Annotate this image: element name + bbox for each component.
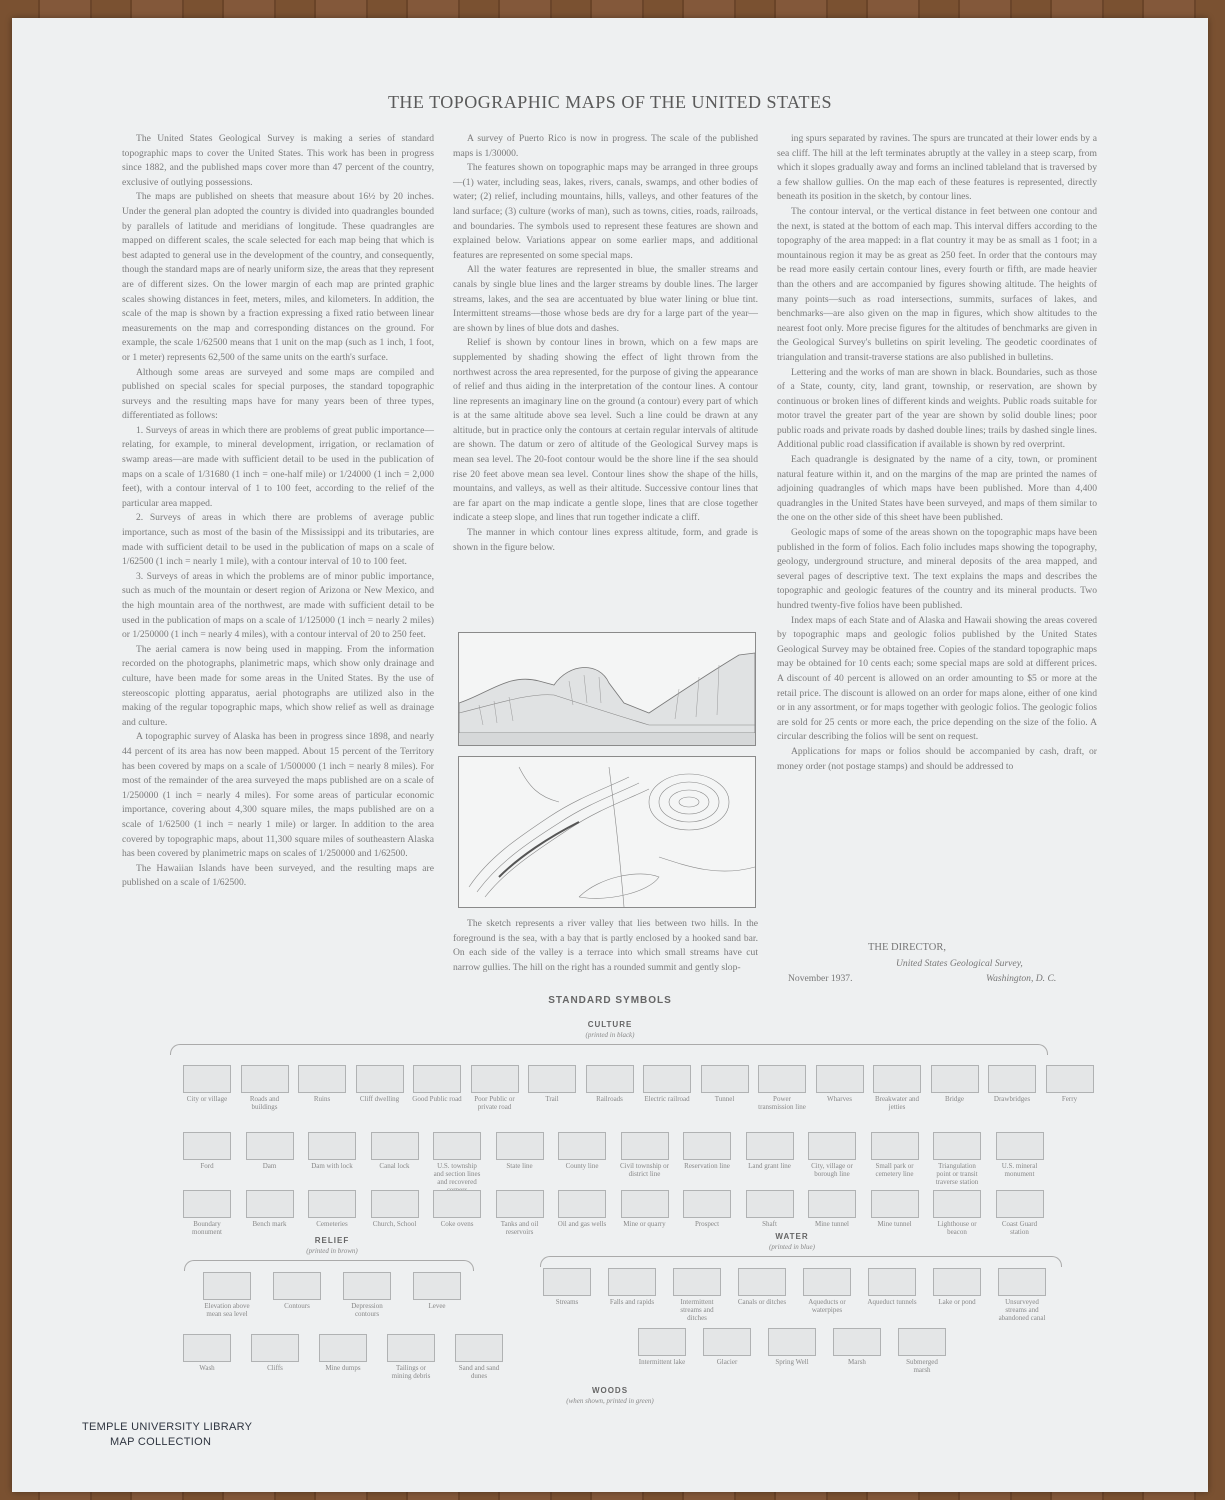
- document-sheet: [12, 18, 1208, 1492]
- symbol-label: Glacier: [716, 1358, 738, 1366]
- paragraph: The aerial camera is now being used in mapping. From the information recorded on the photographs, planimetric maps, which show only drainage and culture, have been made for some areas in the United States. By the use of stereoscopic plotting apparatus, aerial photographs are utilized also in the making of the regular topographic maps, which show relief as well as drainage and culture.: [122, 643, 434, 728]
- symbol-swatch: [528, 1065, 576, 1093]
- map-symbol: [832, 1328, 882, 1366]
- map-symbol: [250, 1334, 300, 1372]
- paragraph: The Hawaiian Islands have been surveyed, and the resulting maps are published on a scale of 1/62500.: [122, 862, 434, 889]
- text-column-2-continued: [453, 917, 758, 975]
- symbol-label: Submerged marsh: [906, 1358, 938, 1374]
- relief-heading: RELIEF: [314, 1236, 350, 1245]
- symbol-label: Mine dumps: [325, 1364, 361, 1372]
- symbol-swatch: [298, 1065, 346, 1093]
- symbol-swatch: [996, 1132, 1044, 1160]
- symbol-swatch: [683, 1190, 731, 1218]
- paragraph: All the water features are represented in blue, the smaller streams and canals by single blue lines and the larger streams by double lines. The larger streams, lakes, and the sea are accentuated by blue water lining or blue tint. Intermittent streams—those whose beds are dry for a large part of the year—are shown by lines of blue dots and dashes.: [453, 264, 758, 334]
- symbol-swatch: [471, 1065, 519, 1093]
- symbol-swatch: [931, 1065, 979, 1093]
- symbol-swatch: [433, 1132, 481, 1160]
- symbol-label: Power transmission line: [758, 1095, 806, 1111]
- symbol-label: Prospect: [694, 1220, 720, 1228]
- symbol-label: City or village: [186, 1095, 228, 1103]
- text-column-2: [453, 132, 758, 555]
- text-column-1: [122, 132, 434, 891]
- symbol-label: Canals or ditches: [737, 1298, 787, 1306]
- symbol-label: Electric railroad: [644, 1095, 690, 1103]
- map-symbol: [182, 1334, 232, 1372]
- map-symbol: [297, 1065, 347, 1103]
- symbol-swatch: [621, 1132, 669, 1160]
- paragraph: The United States Geological Survey is making a series of standard topographic maps to cover the United States. This work has been in progress since 1882, and the published maps cover more than 47 percent of the country, exclusive of outlying possessions.: [122, 133, 434, 188]
- symbol-label: Poor Public or private road: [474, 1095, 515, 1111]
- map-symbol: [412, 1272, 462, 1310]
- symbol-label: Tunnel: [714, 1095, 735, 1103]
- symbol-swatch: [803, 1268, 851, 1296]
- map-symbol: [1045, 1065, 1095, 1103]
- symbol-swatch: [621, 1190, 669, 1218]
- map-symbol: [240, 1065, 290, 1111]
- symbol-label: Ford: [200, 1162, 214, 1170]
- symbol-swatch: [758, 1065, 806, 1093]
- map-symbol: [757, 1065, 807, 1111]
- map-symbol: [620, 1132, 670, 1178]
- map-symbol: [995, 1190, 1045, 1236]
- map-symbol: [997, 1268, 1047, 1322]
- symbol-swatch: [543, 1268, 591, 1296]
- symbol-label: Contours: [284, 1302, 310, 1310]
- symbol-label: County line: [565, 1162, 599, 1170]
- map-symbol: [607, 1268, 657, 1306]
- map-symbol: [702, 1328, 752, 1366]
- map-symbol: [682, 1190, 732, 1228]
- symbol-label: Good Public road: [412, 1095, 462, 1103]
- woods-heading: WOODS: [591, 1386, 629, 1395]
- map-symbol: [870, 1132, 920, 1178]
- map-symbol: [930, 1065, 980, 1103]
- map-symbol: [672, 1268, 722, 1322]
- symbol-swatch: [558, 1132, 606, 1160]
- symbol-swatch: [673, 1268, 721, 1296]
- symbol-swatch: [871, 1190, 919, 1218]
- map-symbol: [932, 1190, 982, 1236]
- symbol-label: Falls and rapids: [609, 1298, 655, 1306]
- map-symbol: [932, 1268, 982, 1306]
- symbol-label: Mine tunnel: [814, 1220, 850, 1228]
- symbol-label: Sand and sand dunes: [458, 1364, 500, 1380]
- map-symbol: [542, 1268, 592, 1306]
- water-brace: [540, 1256, 1062, 1267]
- symbol-swatch: [203, 1272, 251, 1300]
- symbol-label: U.S. mineral monument: [1001, 1162, 1038, 1178]
- symbol-label: Cliff dwelling: [359, 1095, 400, 1103]
- text-column-3: [777, 132, 1097, 774]
- contour-map-figure: [458, 756, 756, 908]
- symbol-swatch: [898, 1328, 946, 1356]
- map-symbol: [932, 1132, 982, 1186]
- map-symbol: [182, 1190, 232, 1236]
- symbol-label: Aqueducts or waterpipes: [808, 1298, 846, 1314]
- symbol-swatch: [356, 1065, 404, 1093]
- symbol-label: Land grant line: [748, 1162, 791, 1170]
- symbol-swatch: [496, 1190, 544, 1218]
- map-symbol: [870, 1190, 920, 1228]
- relief-sketch-figure: [458, 632, 756, 746]
- symbol-swatch: [183, 1190, 231, 1218]
- symbol-label: City, village or borough line: [811, 1162, 853, 1178]
- map-symbol: [987, 1065, 1037, 1103]
- symbol-swatch: [319, 1334, 367, 1362]
- map-symbol: [432, 1132, 482, 1194]
- symbol-label: Breakwater and jetties: [874, 1095, 920, 1111]
- symbol-swatch: [808, 1132, 856, 1160]
- map-symbol: [557, 1132, 607, 1170]
- symbol-swatch: [413, 1065, 461, 1093]
- paragraph: Relief is shown by contour lines in brown, which on a few maps are supplemented by shading showing the effect of light thrown from the northwest across the area represented, for the purpose of giving the appearance of relief and thus aiding in the interpretation of the contour lines. A contour line represents an imaginary line on the ground (a contour) every part of which is at the same altitude above sea level. Such a line could be drawn at any altitude, but in practice only the contours at certain regular intervals of altitude are shown. The datum or zero of altitude of the Geological Survey maps is mean sea level. The 20-foot contour would be the shore line if the sea should rise 20 feet above mean sea level. Contour lines show the shape of the hills, mountains, and valleys, as well as their altitude. Successive contour lines that are far apart on the map indicate a gentle slope, lines that are close together indicate a steep slope, and lines that run together indicate a cliff.: [453, 337, 758, 524]
- paragraph: 3. Surveys of areas in which the problems are of minor public importance, such as much of the mountain or desert region of Arizona or New Mexico, and the high mountain area of the northwest, are made with sufficient detail to be used in the publication of maps on a scale of 1/125000 (1 inch = nearly 2 miles) or 1/250000 (1 inch = nearly 4 miles), with a contour interval of 20 to 250 feet.: [122, 570, 434, 641]
- map-symbol: [745, 1132, 795, 1170]
- symbol-swatch: [413, 1272, 461, 1300]
- symbol-label: Cliffs: [267, 1364, 283, 1372]
- symbol-swatch: [998, 1268, 1046, 1296]
- paragraph: The features shown on topographic maps may be arranged in three groups—(1) water, including seas, lakes, rivers, canals, swamps, and other bodies of water; (2) relief, including mountains, hills, valleys, and other features of the land surface; (3) culture (works of man), such as towns, cities, roads, railroads, and boundaries. The symbols used to represent these features are shown and explained below. Variations appear on some earlier maps, and additional features are represented on some special maps.: [453, 162, 758, 261]
- symbol-label: Triangulation point or transit traverse station: [935, 1162, 979, 1186]
- map-symbol: [272, 1272, 322, 1310]
- stamp-line-2: MAP COLLECTION: [110, 1436, 212, 1448]
- paragraph: Index maps of each State and of Alaska and Hawaii showing the areas covered by topographic maps and geologic folios published by the United States Geological Survey may be obtained free. Copies of the standard topographic maps may be obtained for 10 cents each; some special maps are sold at different prices. A discount of 40 percent is allowed on an order amounting to $5 or more at the retail price. The discount is allowed on an order for maps alone, either of one kind or in any assortment, or for maps together with geologic folios. The geologic folios are sold for 25 cents or more each, the price depending on the size of the folio. A circular describing the folios will be sent on request.: [777, 614, 1097, 743]
- map-symbol: [642, 1065, 692, 1103]
- water-subheading: (printed in blue): [769, 1243, 815, 1251]
- map-symbol: [182, 1065, 232, 1103]
- map-symbol: [897, 1328, 947, 1374]
- map-symbol: [370, 1132, 420, 1170]
- symbol-label: Intermittent lake: [638, 1358, 686, 1366]
- symbol-label: Elevation above mean sea level: [204, 1302, 250, 1318]
- symbol-label: Spring Well: [775, 1358, 809, 1366]
- map-symbol: [995, 1132, 1045, 1178]
- paragraph: A survey of Puerto Rico is now in progress. The scale of the published maps is 1/30000.: [453, 133, 758, 159]
- symbol-label: Bridge: [944, 1095, 965, 1103]
- paragraph: The manner in which contour lines express altitude, form, and grade is shown in the figure below.: [453, 527, 758, 553]
- symbol-label: Drawbridges: [993, 1095, 1031, 1103]
- map-symbol: [767, 1328, 817, 1366]
- symbol-swatch: [746, 1190, 794, 1218]
- map-symbol: [807, 1190, 857, 1228]
- map-symbol: [557, 1190, 607, 1228]
- map-symbol: [318, 1334, 368, 1372]
- symbol-label: Oil and gas wells: [557, 1220, 607, 1228]
- symbol-label: Ruins: [313, 1095, 331, 1103]
- symbol-label: Ferry: [1061, 1095, 1078, 1103]
- signature-city: Washington, D. C.: [986, 973, 1057, 984]
- symbol-swatch: [933, 1268, 981, 1296]
- map-symbol: [745, 1190, 795, 1228]
- symbol-label: Mine tunnel: [877, 1220, 912, 1228]
- map-symbol: [807, 1132, 857, 1178]
- symbol-label: Aqueduct tunnels: [867, 1298, 917, 1306]
- symbol-swatch: [586, 1065, 634, 1093]
- map-symbol: [700, 1065, 750, 1103]
- symbol-label: Reservation line: [684, 1162, 730, 1170]
- map-symbol: [637, 1328, 687, 1366]
- page-title: THE TOPOGRAPHIC MAPS OF THE UNITED STATES: [387, 92, 833, 112]
- symbol-label: Railroads: [596, 1095, 623, 1103]
- culture-heading: CULTURE: [587, 1020, 633, 1029]
- symbol-label: Lake or pond: [938, 1298, 976, 1306]
- map-symbol: [802, 1268, 852, 1314]
- paragraph: The maps are published on sheets that measure about 16½ by 20 inches. Under the general plan adopted the country is divided into quadrangles bounded by parallels of latitude and meridians of longitude. These quadrangles are mapped on different scales, the scale selected for each map being that which is best adapted to general use in the development of the country, and consequently, though the standard maps are of nearly uniform size, the areas that they represent are of different sizes. On the lower margin of each map are printed graphic scales showing distances in feet, meters, miles, and kilometers. In addition, the scale of the map is shown by a fraction expressing a fixed ratio between linear measurements on the map and corresponding distances on the ground. For example, the scale 1/62500 means that 1 unit on the map (such as 1 inch, 1 foot, or 1 meter) represents 62,500 of the same units on the earth's surface.: [122, 191, 434, 363]
- signature-date: November 1937.: [788, 973, 853, 984]
- paragraph: Lettering and the works of man are shown in black. Boundaries, such as those of a State, county, city, land grant, township, or reservation, are shown by continuous or broken lines of different kinds and weights. Public roads suitable for motor travel the greater part of the year are shown by solid double lines; poor public roads and private roads by dashed double lines; trails by dashed single lines. Additional public road classification if available is shown by red overprint.: [777, 366, 1097, 451]
- symbol-swatch: [308, 1132, 356, 1160]
- symbol-label: Trail: [545, 1095, 559, 1103]
- map-symbol: [470, 1065, 520, 1111]
- paragraph: ing spurs separated by ravines. The spurs are truncated at their lower ends by a sea cliff. The hill at the left terminates abruptly at the valley in a steep scarp, from which it slopes gradually away and forms an inclined tableland that is traversed by a few shallow gullies. On the map each of these features is represented, directly beneath its position in the sketch, by contour lines.: [777, 133, 1097, 203]
- symbol-swatch: [183, 1132, 231, 1160]
- map-symbol: [815, 1065, 865, 1103]
- map-symbol: [370, 1190, 420, 1228]
- symbol-swatch: [308, 1190, 356, 1218]
- symbol-label: Wash: [199, 1364, 215, 1372]
- paragraph: 1. Surveys of areas in which there are problems of great public importance—relating, for example, to mineral development, irrigation, or reclamation of swamp areas—are made with sufficient detail to be used in the publication of maps on a scale of 1/31680 (1 inch = one-half mile) or 1/24000 (1 inch = 2,000 feet), with a contour interval of 1 to 100 feet, according to the relief of the particular area mapped.: [122, 424, 434, 509]
- symbol-swatch: [273, 1272, 321, 1300]
- symbol-label: Marsh: [848, 1358, 866, 1366]
- symbol-swatch: [558, 1190, 606, 1218]
- symbol-swatch: [371, 1190, 419, 1218]
- paragraph: Each quadrangle is designated by the name of a city, town, or prominent natural feature within it, and on the margins of the map are printed the names of adjoining quadrangles of which maps have been published. More than 4,400 quadrangles in the United States have been surveyed, and maps of them similar to the one on the other side of this sheet have been published.: [777, 454, 1097, 524]
- map-symbol: [495, 1132, 545, 1170]
- standard-symbols-heading: STANDARD SYMBOLS: [548, 995, 672, 1006]
- signature-agency: United States Geological Survey,: [896, 958, 1023, 969]
- paragraph: A topographic survey of Alaska has been in progress since 1898, and nearly 44 percent of its area has now been mapped. About 15 percent of the Territory has been covered by maps on a scale of 1/500000 (1 inch = nearly 8 miles). For most of the remainder of the area surveyed the maps published are on a scale of 1/250000 (1 inch = nearly 4 miles). For some areas of particular economic importance, covering about 4,300 square miles, the maps published are on a scale of 1/62500 (1 inch = nearly 1 mile) or larger. In addition to the area covered by topographic maps, about 11,300 square miles of southeastern Alaska has been covered by planimetric maps on scales of 1/250000 and 1/62500.: [122, 731, 434, 860]
- symbol-label: Cemeteries: [316, 1220, 348, 1228]
- symbol-swatch: [988, 1065, 1036, 1093]
- symbol-label: Mine or quarry: [623, 1220, 666, 1228]
- symbol-swatch: [808, 1190, 856, 1218]
- map-symbol: [355, 1065, 405, 1103]
- map-symbol: [182, 1132, 232, 1170]
- paragraph: Applications for maps or folios should be accompanied by cash, draft, or money order (not postage stamps) and should be addressed to: [777, 745, 1097, 772]
- symbol-label: Church, School: [372, 1220, 417, 1228]
- symbol-label: Unsurveyed streams and abandoned canal: [998, 1298, 1046, 1322]
- symbol-swatch: [387, 1334, 435, 1362]
- stamp-line-1: TEMPLE UNIVERSITY LIBRARY: [82, 1421, 253, 1433]
- paragraph: The contour interval, or the vertical distance in feet between one contour and the next, is stated at the bottom of each map. This interval differs according to the topography of the area mapped: in a flat country it may be as small as 1 foot; in a mountainous region it may be as great as 250 feet. In order that the contours may be read more easily certain contour lines, every fourth or fifth, are made heavier than the others and are accompanied by figures showing altitude. The heights of many points—such as road intersections, summits, surfaces of lakes, and benchmarks—are also given on the map in figures, which show altitudes to the nearest foot only. More precise figures for the altitudes of benchmarks are given in the Geological Survey's bulletins on spirit leveling. The geodetic coordinates of triangulation and transit-traverse stations are also published in bulletins.: [777, 205, 1097, 363]
- symbol-swatch: [371, 1132, 419, 1160]
- symbol-swatch: [343, 1272, 391, 1300]
- symbol-label: Civil township or district line: [619, 1162, 669, 1178]
- symbol-swatch: [933, 1132, 981, 1160]
- paragraph: Although some areas are surveyed and some maps are compiled and published on special scales for special purposes, the standard topographic surveys and the resulting maps have for many years been of three types, differentiated as follows:: [122, 366, 434, 422]
- symbol-label: Boundary monument: [192, 1220, 222, 1236]
- symbol-swatch: [496, 1132, 544, 1160]
- map-symbol: [245, 1190, 295, 1228]
- symbol-label: Depression contours: [351, 1302, 383, 1318]
- map-symbol: [342, 1272, 392, 1318]
- map-symbol: [585, 1065, 635, 1103]
- symbol-swatch: [643, 1065, 691, 1093]
- relief-brace: [184, 1260, 474, 1271]
- culture-subheading: (printed in black): [585, 1031, 635, 1039]
- symbol-label: Wharves: [827, 1095, 852, 1103]
- symbol-swatch: [1046, 1065, 1094, 1093]
- map-symbol: [386, 1334, 436, 1380]
- symbol-label: Bench mark: [252, 1220, 287, 1228]
- paragraph: 2. Surveys of areas in which there are problems of average public importance, such as most of the basin of the Mississippi and its tributaries, are made with sufficient detail to be used in the publication of maps on a scale of 1/62500 (1 inch = nearly 1 mile), with a contour interval of 10 to 100 feet.: [122, 512, 434, 568]
- map-symbol: [682, 1132, 732, 1170]
- map-symbol: [867, 1268, 917, 1306]
- symbol-label: Levee: [428, 1302, 446, 1310]
- symbol-label: Dam with lock: [311, 1162, 353, 1170]
- map-symbol: [245, 1132, 295, 1170]
- relief-subheading: (printed in brown): [306, 1247, 358, 1255]
- symbol-swatch: [701, 1065, 749, 1093]
- symbol-swatch: [738, 1268, 786, 1296]
- map-symbol: [454, 1334, 504, 1380]
- symbol-swatch: [608, 1268, 656, 1296]
- map-symbol: [202, 1272, 252, 1318]
- symbol-label: Tanks and oil reservoirs: [500, 1220, 539, 1236]
- map-symbol: [432, 1190, 482, 1228]
- library-stamp: [82, 1420, 252, 1450]
- symbol-swatch: [683, 1132, 731, 1160]
- symbol-swatch: [833, 1328, 881, 1356]
- symbol-label: Dam: [262, 1162, 277, 1170]
- map-symbol: [495, 1190, 545, 1236]
- woods-subheading: (when shown, printed in green): [566, 1397, 654, 1405]
- symbol-label: Coke ovens: [440, 1220, 474, 1228]
- symbol-swatch: [933, 1190, 981, 1218]
- symbol-swatch: [241, 1065, 289, 1093]
- symbol-label: Intermittent streams and ditches: [680, 1298, 714, 1322]
- symbol-label: Canal lock: [379, 1162, 410, 1170]
- symbol-swatch: [183, 1334, 231, 1362]
- map-symbol: [307, 1190, 357, 1228]
- symbol-swatch: [873, 1065, 921, 1093]
- paragraph: Geologic maps of some of the areas shown on the topographic maps have been published in the form of folios. Each folio includes maps showing the topography, geology, underground structure, and mineral deposits of the area mapped, and several pages of descriptive text. The text explains the maps and describes the topographic and geologic features of the country and its mineral products. Two hundred twenty-five folios have been published.: [777, 527, 1097, 611]
- symbol-label: U.S. township and section lines and recovered: [433, 1162, 481, 1186]
- symbol-label: Roads and buildings: [249, 1095, 280, 1111]
- map-symbol: [872, 1065, 922, 1111]
- map-symbol: [620, 1190, 670, 1228]
- symbol-swatch: [868, 1268, 916, 1296]
- symbol-swatch: [638, 1328, 686, 1356]
- map-symbol: [307, 1132, 357, 1170]
- symbol-swatch: [246, 1132, 294, 1160]
- symbol-label: Coast Guard station: [1001, 1220, 1038, 1236]
- culture-brace: [170, 1044, 1048, 1055]
- symbol-swatch: [816, 1065, 864, 1093]
- symbol-swatch: [246, 1190, 294, 1218]
- symbol-label: Lighthouse or beacon: [937, 1220, 977, 1236]
- symbol-swatch: [703, 1328, 751, 1356]
- signature-director: THE DIRECTOR,: [868, 942, 946, 953]
- paragraph: The sketch represents a river valley that lies between two hills. In the foreground is the sea, with a bay that is partly enclosed by a hooked sand bar. On each side of the valley is a terrace into which small streams have cut narrow gullies. The hill on the right has a rounded summit and gently slop-: [453, 918, 758, 973]
- map-symbol: [527, 1065, 577, 1103]
- map-symbol: [412, 1065, 462, 1103]
- symbol-label: Shaft: [762, 1220, 777, 1228]
- symbol-label: State line: [506, 1162, 533, 1170]
- symbol-swatch: [433, 1190, 481, 1218]
- symbol-swatch: [746, 1132, 794, 1160]
- symbol-label: Small park or cemetery line: [875, 1162, 914, 1178]
- symbol-label: Streams: [555, 1298, 579, 1306]
- water-heading: WATER: [775, 1232, 809, 1241]
- symbol-swatch: [871, 1132, 919, 1160]
- map-symbol: [737, 1268, 787, 1306]
- symbol-swatch: [455, 1334, 503, 1362]
- symbol-swatch: [768, 1328, 816, 1356]
- symbol-label: Tailings or mining debris: [391, 1364, 431, 1380]
- symbol-swatch: [183, 1065, 231, 1093]
- symbol-swatch: [251, 1334, 299, 1362]
- symbol-swatch: [996, 1190, 1044, 1218]
